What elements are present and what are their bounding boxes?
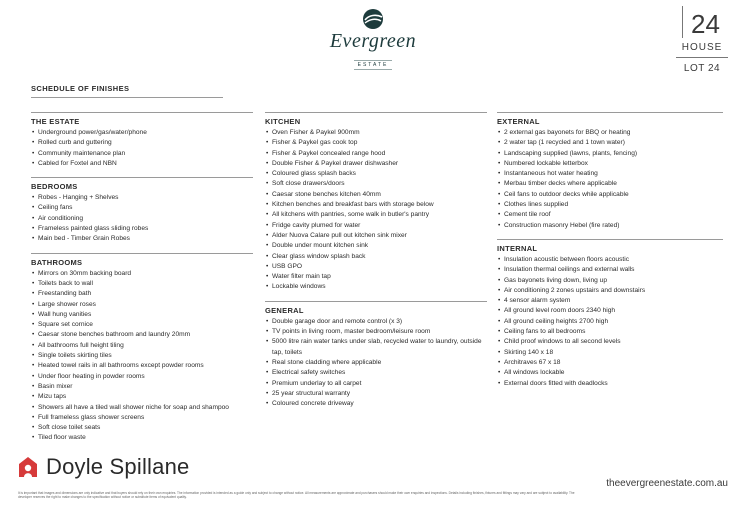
section-heading: GENERAL	[265, 301, 487, 317]
list-item: • Water filter main tap	[265, 272, 487, 282]
house-label: HOUSE	[676, 42, 728, 58]
list-item: • Instantaneous hot water heating	[497, 169, 723, 179]
house-number: 24	[682, 6, 728, 38]
list-item: • Merbau timber decks where applicable	[497, 179, 723, 189]
list-item: • Fisher & Paykel concealed range hood	[265, 149, 487, 159]
logo-subtitle: ESTATE	[354, 60, 393, 70]
list-item: • Clothes lines supplied	[497, 200, 723, 210]
list-item: • Premium underlay to all carpet	[265, 379, 487, 389]
list-item: • 5000 litre rain water tanks under slab, recycled water to laundry, outside tap, toilets	[265, 337, 487, 358]
list-item: • Mirrors on 30mm backing board	[31, 269, 253, 279]
section-kitchen	[265, 112, 487, 293]
list-item: • Basin mixer	[31, 382, 253, 392]
section-general	[265, 301, 487, 410]
list-item: • Gas bayonets living down, living up	[497, 276, 723, 286]
section-heading: THE ESTATE	[31, 112, 253, 128]
list-item: • Child proof windows to all second levels	[497, 337, 723, 347]
list-item: • Air conditioning 2 zones upstairs and downstairs	[497, 286, 723, 296]
list-item: • Square set cornice	[31, 320, 253, 330]
list-item: • Clear glass window splash back	[265, 252, 487, 262]
house-logo-icon	[18, 456, 38, 478]
list-item: • Mizu taps	[31, 392, 253, 402]
list-item: • Ceiling fans	[31, 203, 253, 213]
list-item: • Alder Nuova Calare pull out kitchen sink mixer	[265, 231, 487, 241]
list-item: • Tiled floor waste	[31, 433, 253, 443]
list-item: • All ground level room doors 2340 high	[497, 306, 723, 316]
list-item: • Soft close drawers/doors	[265, 179, 487, 189]
list-item: • TV points in living room, master bedroom/leisure room	[265, 327, 487, 337]
section-bedrooms	[31, 177, 253, 244]
list-item: • Insulation thermal ceilings and external walls	[497, 265, 723, 275]
list-item: • Air conditioning	[31, 214, 253, 224]
section-heading: EXTERNAL	[497, 112, 723, 128]
finish-list	[31, 193, 253, 244]
list-item: • Lockable windows	[265, 282, 487, 292]
list-item: • Real stone cladding where applicable	[265, 358, 487, 368]
list-item: • All ground ceiling heights 2700 high	[497, 317, 723, 327]
list-item: • Double under mount kitchen sink	[265, 241, 487, 251]
leaf-icon	[361, 8, 385, 30]
list-item: • Electrical safety switches	[265, 368, 487, 378]
finish-list	[31, 128, 253, 169]
list-item: • Showers all have a tiled wall shower niche for soap and shampoo	[31, 403, 253, 413]
finish-list	[31, 269, 253, 444]
section-external	[497, 112, 723, 231]
list-item: • All kitchens with pantries, some walk in butler's pantry	[265, 210, 487, 220]
disclaimer-text: It is important that images and dimensions are only indicative and that buyers should rely on their own enquiries. The information provided is intended as a guide only and subject to change without notice. All measurements are approximate and purchasers should make their own enquiries and inspections. Details including finishes, fixtures and fittings may vary and are subject to availability. The developer reserves the right to make changes to the specification without notice or substitute items of equivalent quality.	[18, 491, 575, 500]
section-heading: KITCHEN	[265, 112, 487, 128]
list-item: • Soft close toilet seats	[31, 423, 253, 433]
section-internal	[497, 239, 723, 389]
list-item: • All bathrooms full height tiling	[31, 341, 253, 351]
section-heading: BEDROOMS	[31, 177, 253, 193]
list-item: • Landscaping supplied (lawns, plants, fencing)	[497, 149, 723, 159]
list-item: • Single toilets skirting tiles	[31, 351, 253, 361]
finish-list	[497, 128, 723, 231]
list-item: • External doors fitted with deadlocks	[497, 379, 723, 389]
list-item: • Coloured concrete driveway	[265, 399, 487, 409]
list-item: • Caesar stone benches kitchen 40mm	[265, 190, 487, 200]
list-item: • Large shower roses	[31, 300, 253, 310]
list-item: • Skirting 140 x 18	[497, 348, 723, 358]
section-heading: BATHROOMS	[31, 253, 253, 269]
agency-brand	[18, 454, 189, 480]
section-bathrooms	[31, 253, 253, 444]
list-item: • 2 water tap (1 recycled and 1 town water)	[497, 138, 723, 148]
lot-badge	[676, 6, 728, 74]
finish-list	[497, 255, 723, 389]
list-item: • Cabled for Foxtel and NBN	[31, 159, 253, 169]
list-item: • Community maintenance plan	[31, 149, 253, 159]
list-item: • Freestanding bath	[31, 289, 253, 299]
lot-label: LOT 24	[683, 63, 721, 74]
list-item: • Double Fisher & Paykel drawer dishwasher	[265, 159, 487, 169]
agency-name: Doyle Spillane	[46, 454, 190, 479]
list-item: • Ceil fans to outdoor decks while applicable	[497, 190, 723, 200]
list-item: • Construction masonry Hebel (fire rated)	[497, 221, 723, 231]
list-item: • 4 sensor alarm system	[497, 296, 723, 306]
list-item: • Numbered lockable letterbox	[497, 159, 723, 169]
list-item: • All windows lockable	[497, 368, 723, 378]
column-middle	[265, 112, 487, 417]
list-item: • 25 year structural warranty	[265, 389, 487, 399]
list-item: • Cement tile roof	[497, 210, 723, 220]
column-left	[31, 112, 253, 452]
list-item: • Heated towel rails in all bathrooms except powder rooms	[31, 361, 253, 371]
list-item: • Caesar stone benches bathroom and laundry 20mm	[31, 330, 253, 340]
list-item: • Robes - Hanging + Shelves	[31, 193, 253, 203]
list-item: • 2 external gas bayonets for BBQ or heating	[497, 128, 723, 138]
list-item: • Full frameless glass shower screens	[31, 413, 253, 423]
list-item: • Fridge cavity plumed for water	[265, 221, 487, 231]
column-right	[497, 112, 723, 397]
section-estate	[31, 112, 253, 169]
list-item: • Frameless painted glass sliding robes	[31, 224, 253, 234]
list-item: • Architraves 67 x 18	[497, 358, 723, 368]
list-item: • Oven Fisher & Paykel 900mm	[265, 128, 487, 138]
list-item: • Under floor heating in powder rooms	[31, 372, 253, 382]
finish-list	[265, 317, 487, 410]
list-item: • Coloured glass splash backs	[265, 169, 487, 179]
list-item: • Underground power/gas/water/phone	[31, 128, 253, 138]
list-item: • Rolled curb and guttering	[31, 138, 253, 148]
list-item: • Insulation acoustic between floors acoustic	[497, 255, 723, 265]
list-item: • USB GPO	[265, 262, 487, 272]
website-link[interactable]: theevergreenestate.com.au	[606, 478, 728, 489]
title-divider	[31, 97, 223, 98]
list-item: • Ceiling fans to all bedrooms	[497, 327, 723, 337]
list-item: • Wall hung vanities	[31, 310, 253, 320]
logo-wordmark: Evergreen	[329, 30, 417, 52]
list-item: • Fisher & Paykel gas cook top	[265, 138, 487, 148]
list-item: • Main bed - Timber Grain Robes	[31, 234, 253, 244]
page-title: SCHEDULE OF FINISHES	[31, 84, 130, 93]
list-item: • Toilets back to wall	[31, 279, 253, 289]
finish-list	[265, 128, 487, 293]
list-item: • Double garage door and remote control (x 3)	[265, 317, 487, 327]
evergreen-logo	[318, 8, 428, 78]
section-heading: INTERNAL	[497, 239, 723, 255]
list-item: • Kitchen benches and breakfast bars with storage below	[265, 200, 487, 210]
